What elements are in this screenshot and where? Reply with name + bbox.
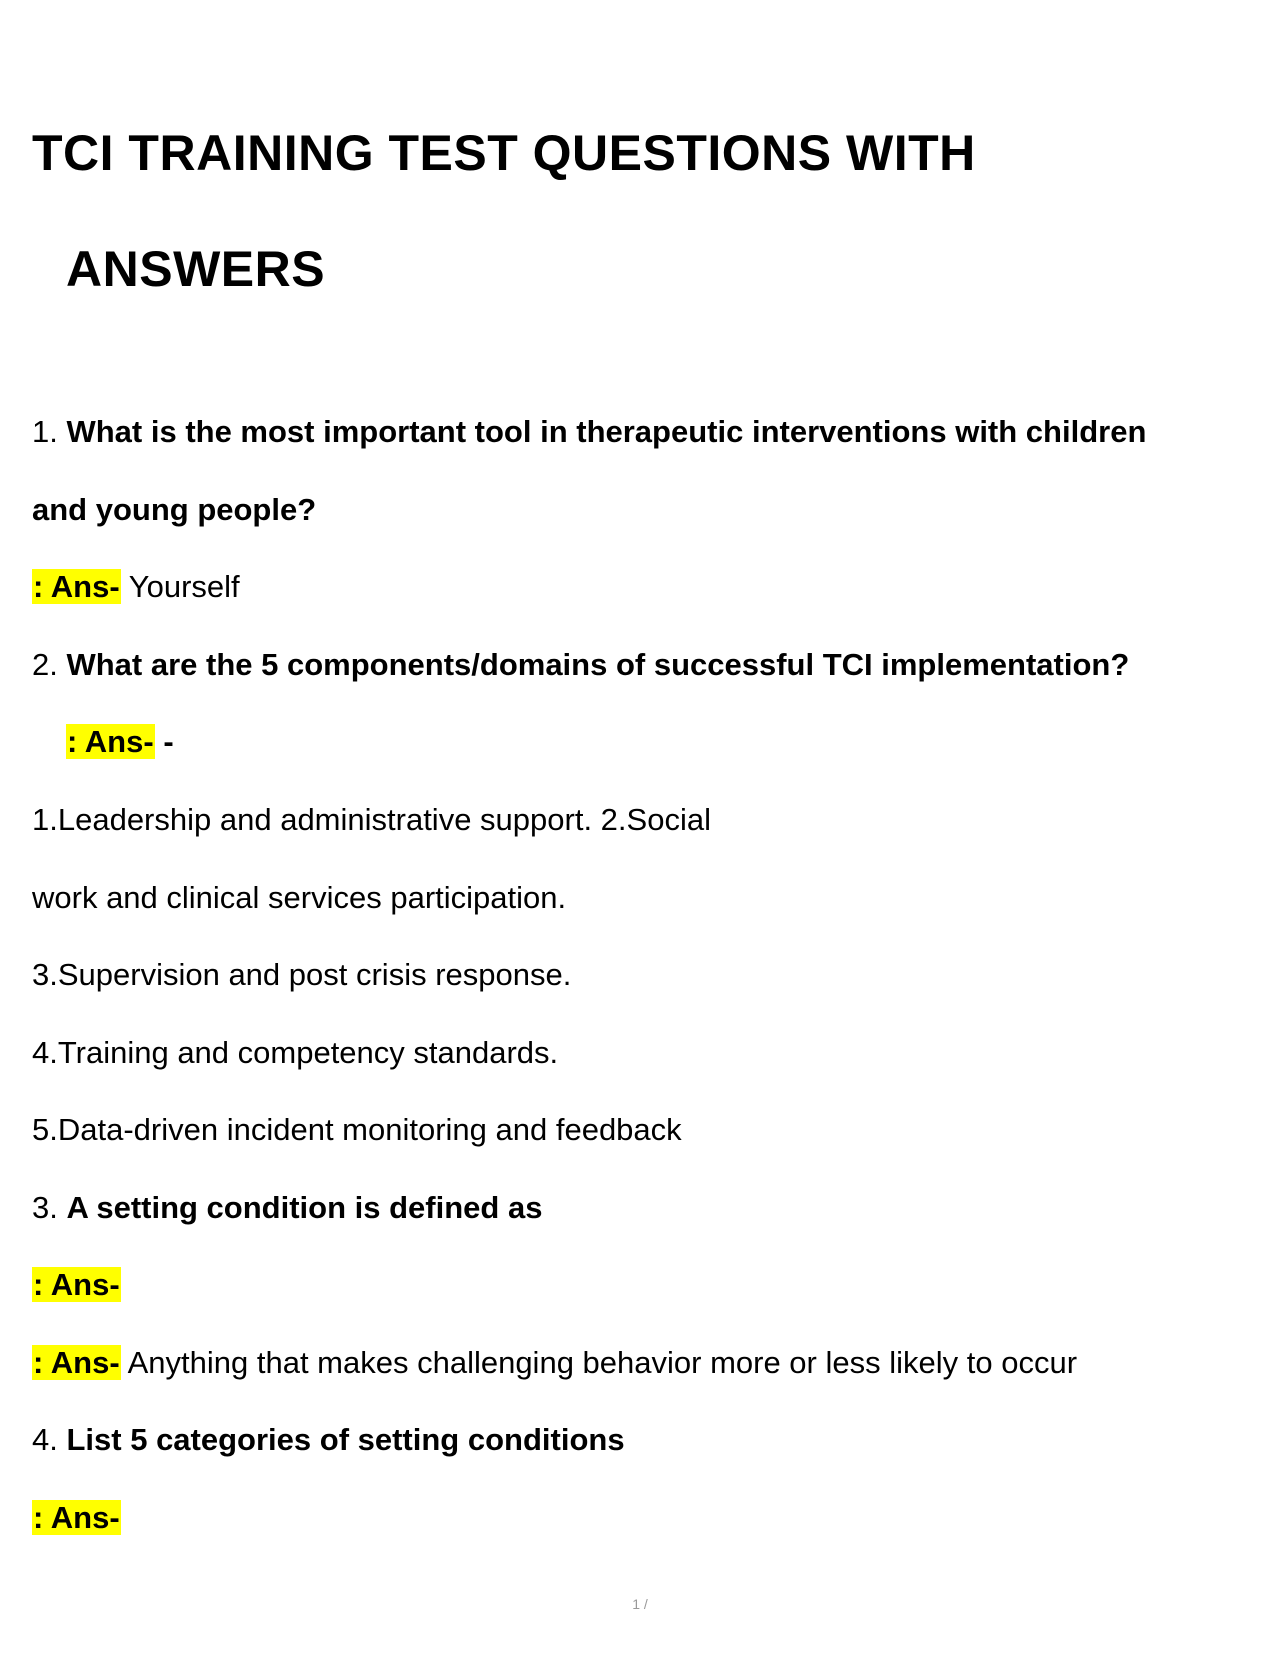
question-text: What is the most important tool in therapeutic interventions with children xyxy=(66,414,1147,449)
answer-2-line: work and clinical services participation. xyxy=(32,880,567,915)
question-text: List 5 categories of setting conditions xyxy=(66,1422,625,1457)
answer-2-line: 3.Supervision and post crisis response. xyxy=(32,957,572,992)
question-4 xyxy=(32,1420,625,1460)
question-1 xyxy=(32,412,1146,452)
answer-3-empty xyxy=(32,1265,121,1305)
question-number: 3. xyxy=(32,1190,58,1225)
answer-text: Yourself xyxy=(128,569,240,604)
answer-text: Anything that makes challenging behavior more or less likely to occur xyxy=(127,1345,1078,1380)
answer-4 xyxy=(32,1498,121,1538)
question-1-continued xyxy=(32,490,316,530)
answer-label: : Ans- xyxy=(33,1267,120,1302)
page-number: 1 / xyxy=(632,1596,648,1612)
document-title-line2: ANSWERS xyxy=(66,241,326,297)
answer-label: : Ans- xyxy=(33,1345,120,1380)
answer-label: : Ans- xyxy=(33,1500,120,1535)
answer-1 xyxy=(32,567,240,607)
question-text: A setting condition is defined as xyxy=(66,1190,543,1225)
answer-2-line: 4.Training and competency standards. xyxy=(32,1035,559,1070)
answer-label: : Ans- xyxy=(67,724,154,759)
answer-dash: - xyxy=(163,724,174,759)
answer-3 xyxy=(32,1343,1077,1383)
answer-label: : Ans- xyxy=(33,569,120,604)
document-title-line1: TCI TRAINING TEST QUESTIONS WITH xyxy=(32,125,976,181)
answer-2 xyxy=(66,722,174,762)
question-number: 4. xyxy=(32,1422,58,1457)
question-text: What are the 5 components/domains of successful TCI implementation? xyxy=(66,647,1130,682)
answer-2-line: 1.Leadership and administrative support. 2.Social xyxy=(32,802,711,837)
answer-2-line: 5.Data-driven incident monitoring and feedback xyxy=(32,1112,682,1147)
question-3 xyxy=(32,1188,542,1228)
question-number: 2. xyxy=(32,647,58,682)
question-2 xyxy=(32,645,1129,685)
question-number: 1. xyxy=(32,414,58,449)
question-text: and young people? xyxy=(32,492,317,527)
